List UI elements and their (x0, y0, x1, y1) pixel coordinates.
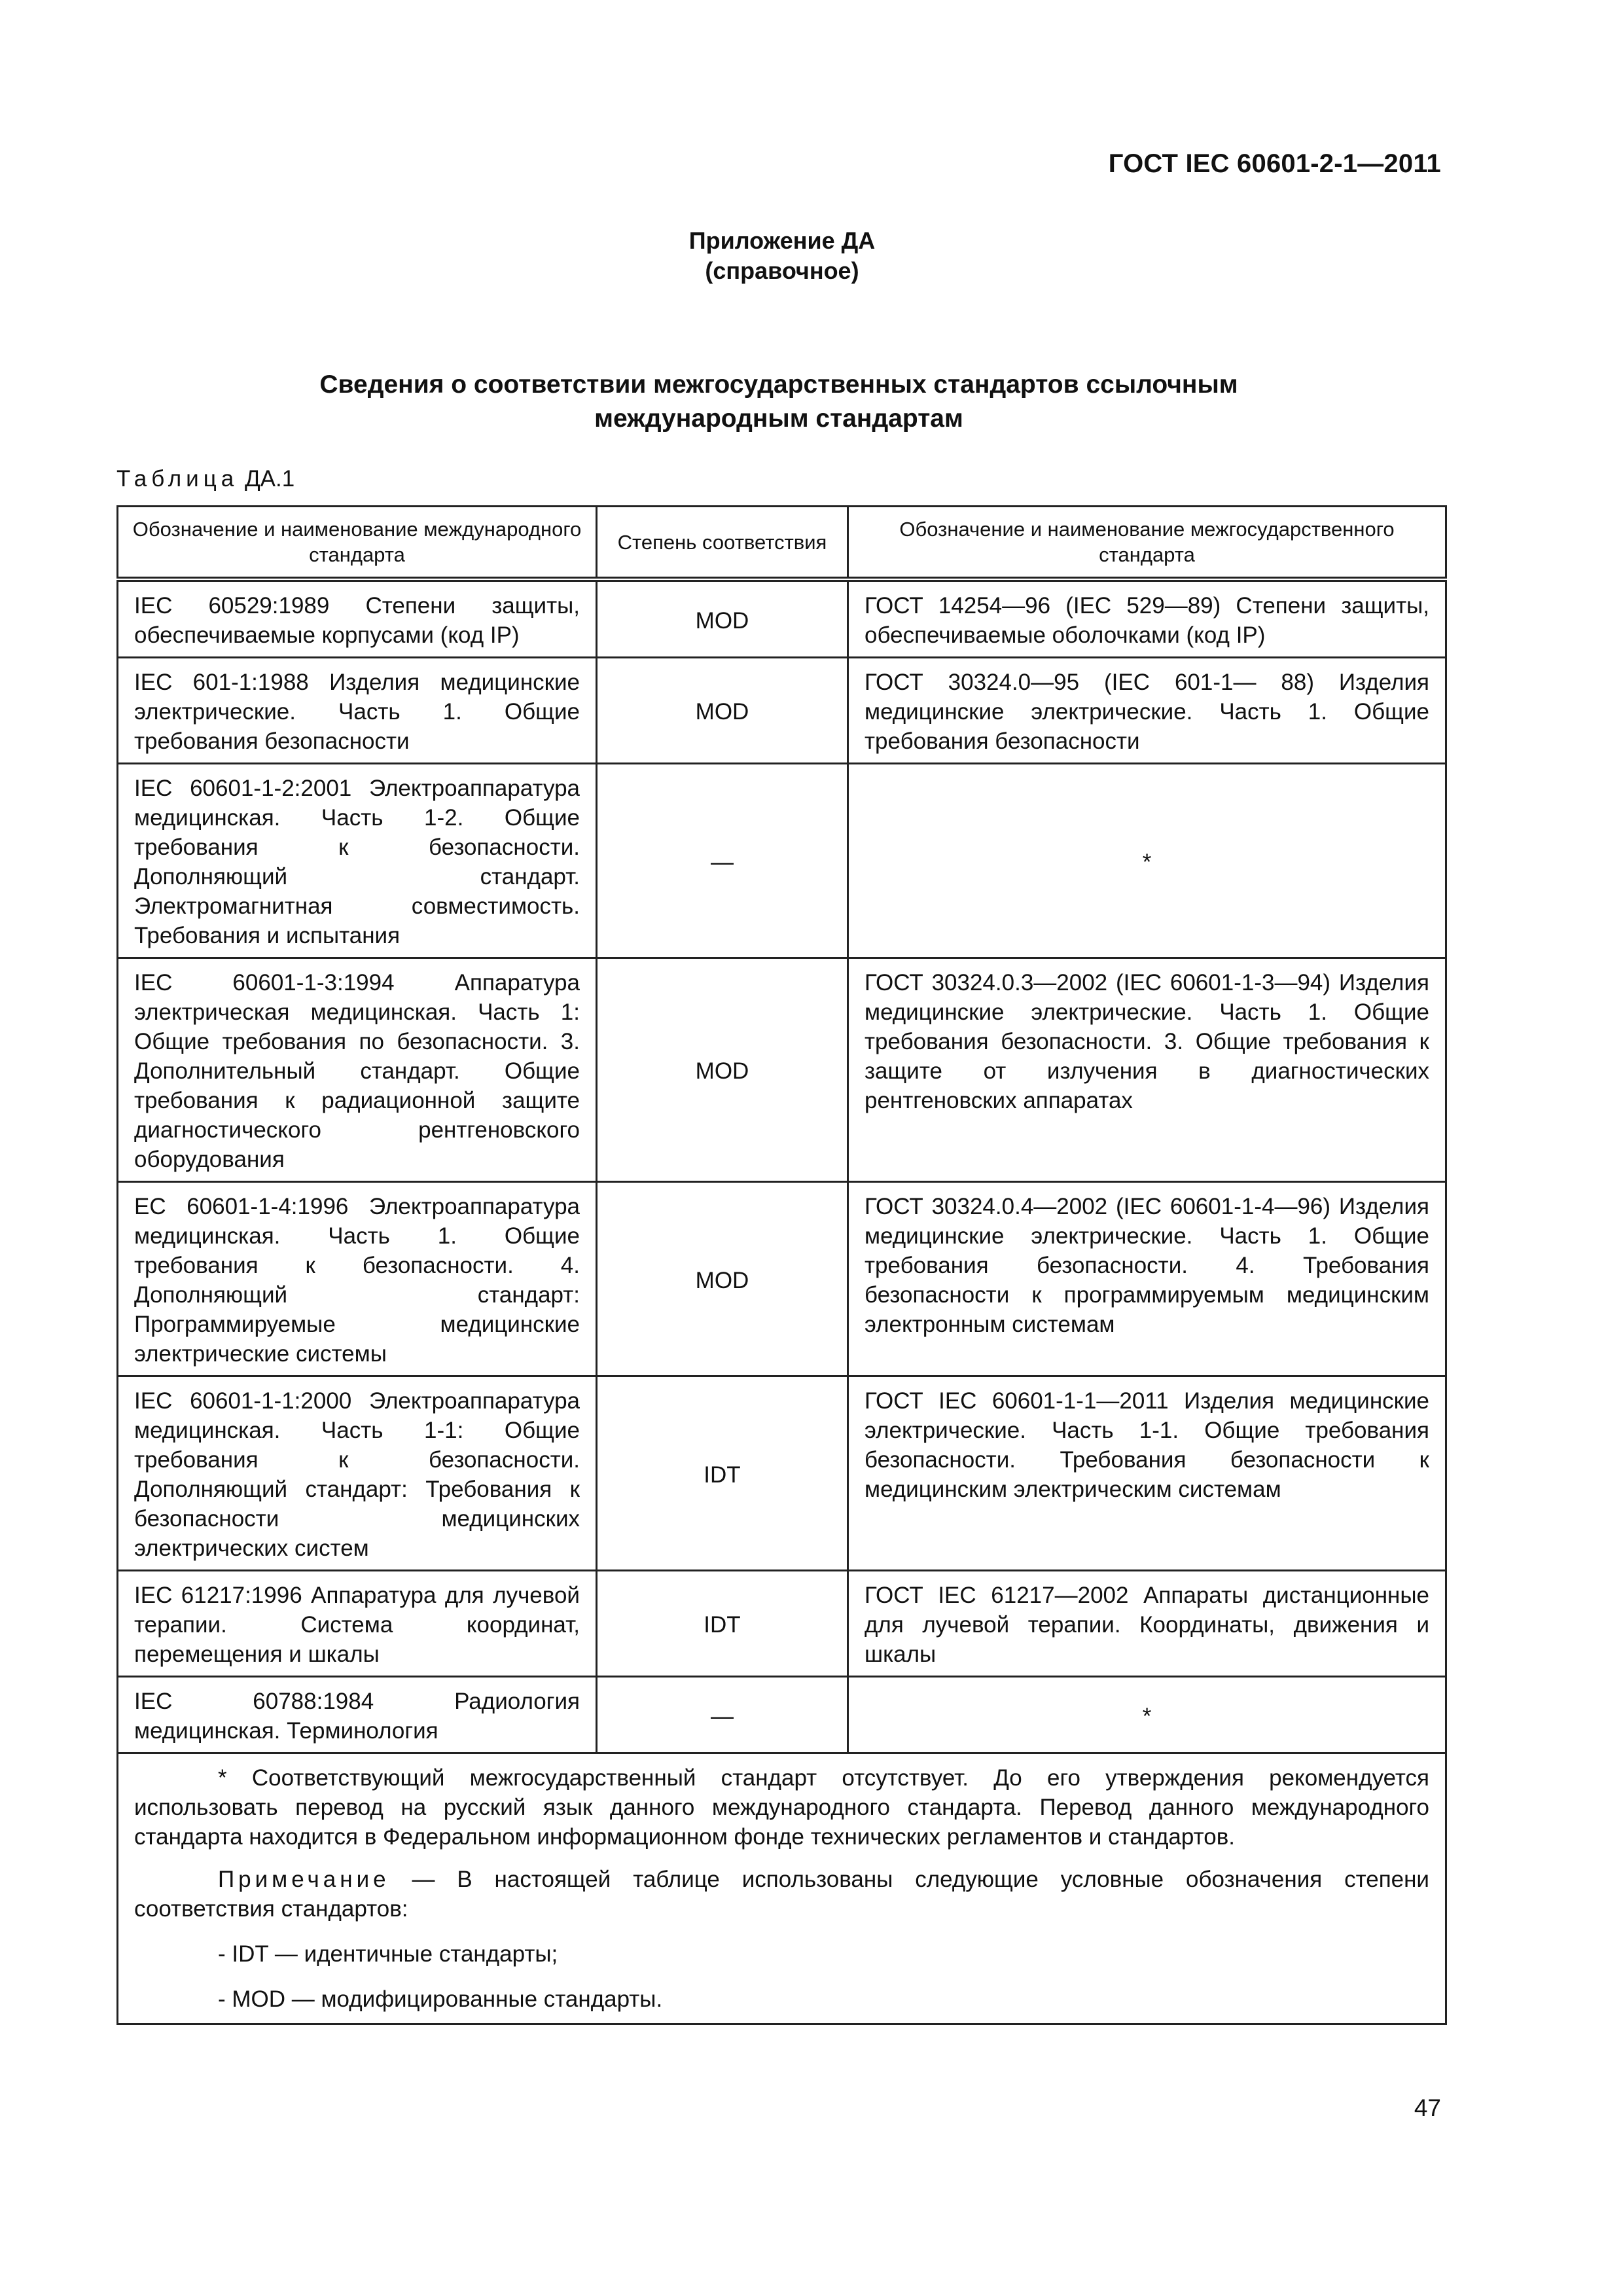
section-title-line-1: Сведения о соответствии межгосударственных стандартов ссылочным (319, 370, 1238, 399)
degree-cell: MOD (597, 658, 848, 764)
table-footer-row (118, 1753, 1446, 2024)
table-caption (116, 466, 294, 492)
header-degree: Степень соответствия (597, 507, 848, 580)
section-title (118, 368, 1440, 436)
table-row (118, 1571, 1446, 1677)
gost-standard-cell: ГОСТ IEC 60601-1-1—2011 Изделия медицинские электрические. Часть 1-1. Общие требования безопасности. Требования безопасности к медицинским электрическим системам (848, 1376, 1446, 1571)
table-caption-number: ДА.1 (238, 466, 295, 492)
intl-standard-cell: IEC 60601-1-3:1994 Аппаратура электрическая медицинская. Часть 1: Общие требования по безопасности. 3. Дополнительный стандарт. Общие требования к радиационной защите диагностического рентгеновского оборудования (118, 958, 597, 1182)
table-row (118, 764, 1446, 958)
intl-standard-cell: IEC 60788:1984 Радиология медицинская. Терминология (118, 1677, 597, 1753)
gost-standard-cell: ГОСТ 30324.0—95 (IEC 601-1— 88) Изделия медицинские электрические. Часть 1. Общие требования безопасности (848, 658, 1446, 764)
appendix-heading (0, 226, 1564, 286)
section-title-line-2: международным стандартам (594, 404, 963, 433)
table-row (118, 1376, 1446, 1571)
table-caption-word: Таблица (116, 466, 239, 492)
table-row (118, 658, 1446, 764)
gost-standard-cell: * (848, 1677, 1446, 1753)
note-label: Примечание (218, 1867, 390, 1892)
note-text: — В настоящей таблице использованы следующие условные обозначения степени соответствия стандартов: (134, 1867, 1429, 1922)
correspondence-table (116, 505, 1447, 2025)
table-footer (118, 1753, 1446, 2024)
gost-standard-cell: ГОСТ 30324.0.4—2002 (IEC 60601-1-4—96) Изделия медицинские электрические. Часть 1. Общие требования безопасности. 4. Требования безопасности к программируемым медицинским электронным системам (848, 1182, 1446, 1376)
header-intl-standard: Обозначение и наименование международного стандарта (118, 507, 597, 580)
header-gost-standard: Обозначение и наименование межгосударственного стандарта (848, 507, 1446, 580)
intl-standard-cell: IEC 601-1:1988 Изделия медицинские электрические. Часть 1. Общие требования безопасности (118, 658, 597, 764)
table-header-row (118, 507, 1446, 580)
table-row (118, 579, 1446, 658)
degree-cell: MOD (597, 958, 848, 1182)
footnote: * Соответствующий межгосударственный стандарт отсутствует. До его утверждения рекомендуется использовать перевод на русский язык данного международного стандарта. Перевод данного международного стандарта находится в Федеральном информационном фонде технических регламентов и стандартов. (134, 1765, 1429, 1850)
document-code: ГОСТ IEC 60601-2-1—2011 (1108, 149, 1441, 178)
appendix-status: (справочное) (705, 257, 859, 284)
degree-cell: — (597, 1677, 848, 1753)
gost-standard-cell: ГОСТ IEC 61217—2002 Аппараты дистанционные для лучевой терапии. Координаты, движения и шкалы (848, 1571, 1446, 1677)
page-number: 47 (1414, 2094, 1441, 2121)
intl-standard-cell: IEC 61217:1996 Аппаратура для лучевой терапии. Система координат, перемещения и шкалы (118, 1571, 597, 1677)
intl-standard-cell: IEC 60601-1-1:2000 Электроаппаратура медицинская. Часть 1-1: Общие требования к безопасности. Дополняющий стандарт: Требования к безопасности медицинских электрических систем (118, 1376, 597, 1571)
gost-standard-cell: * (848, 764, 1446, 958)
table-note (134, 1865, 1429, 1924)
appendix-label: Приложение ДА (688, 227, 876, 254)
degree-cell: IDT (597, 1376, 848, 1571)
gost-standard-cell: ГОСТ 30324.0.3—2002 (IEC 60601-1-3—94) Изделия медицинские электрические. Часть 1. Общие требования безопасности. 3. Общие требования к защите от излучения в диагностических рентгеновских аппаратах (848, 958, 1446, 1182)
intl-standard-cell: IEC 60529:1989 Степени защиты, обеспечиваемые корпусами (код IP) (118, 579, 597, 658)
degree-cell: MOD (597, 579, 848, 658)
legend-item-idt: - IDT — идентичные стандарты; (218, 1941, 558, 1967)
degree-cell: — (597, 764, 848, 958)
degree-cell: IDT (597, 1571, 848, 1677)
gost-standard-cell: ГОСТ 14254—96 (IEC 529—89) Степени защиты, обеспечиваемые оболочками (код IP) (848, 579, 1446, 658)
table-row (118, 1677, 1446, 1753)
intl-standard-cell: ЕС 60601-1-4:1996 Электроаппаратура медицинская. Часть 1. Общие требования к безопасности. 4. Дополняющий стандарт: Программируемые медицинские электрические системы (118, 1182, 597, 1376)
degree-cell: MOD (597, 1182, 848, 1376)
table-row (118, 958, 1446, 1182)
intl-standard-cell: IEC 60601-1-2:2001 Электроаппаратура медицинская. Часть 1-2. Общие требования к безопасности. Дополняющий стандарт. Электромагнитная совместимость. Требования и испытания (118, 764, 597, 958)
table-row (118, 1182, 1446, 1376)
legend-item-mod: - MOD — модифицированные стандарты. (218, 1986, 663, 2012)
